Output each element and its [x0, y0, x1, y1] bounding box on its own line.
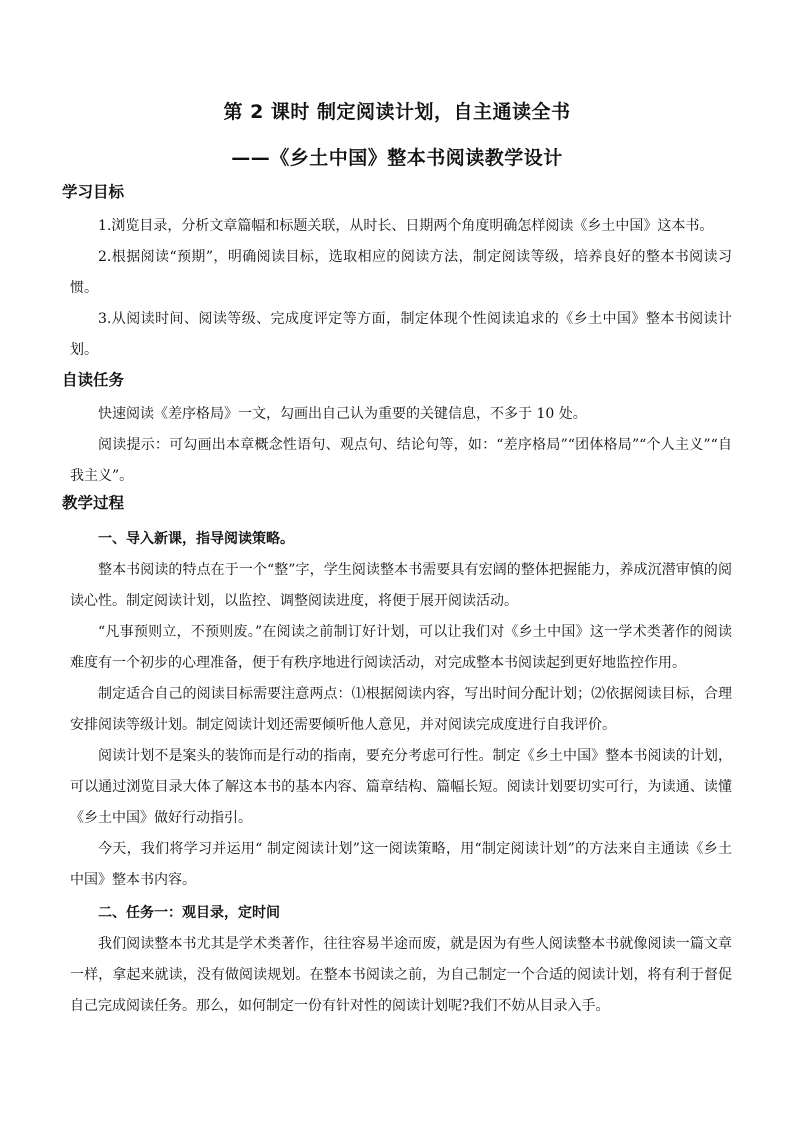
objective-item: 1.浏览目录，分析文章篇幅和标题关联，从时长、日期两个角度明确怎样阅读《乡土中国》这本书。	[98, 218, 714, 234]
objective-item: 2.根据阅读“预期”，明确阅读目标，选取相应的阅读方法，制定阅读等级，培养良好的整本书阅读习惯。	[70, 249, 732, 296]
body-paragraph: 阅读计划不是案头的装饰而是行动的指南，要充分考虑可行性。制定《乡土中国》整本书阅读的计划，可以通过浏览目录大体了解这本书的基本内容、篇章结构、篇幅长短。阅读计划要切实可行，为读通、读懂《乡土中国》做好行动指引。	[70, 748, 732, 826]
self-reading-task: 快速阅读《差序格局》一文，勾画出自己认为重要的关键信息，不多于 10 处。	[98, 406, 587, 422]
section-heading-self-reading: 自读任务	[62, 371, 125, 389]
subheading-part2: 二、任务一：观目录，定时间	[98, 905, 280, 921]
section-heading-process: 教学过程	[62, 494, 125, 512]
body-paragraph: “凡事预则立，不预则废。”在阅读之前制订好计划，可以让我们对《乡土中国》这一学术类著作的阅读难度有一个初步的心理准备，便于有秩序地进行阅读活动，对完成整本书阅读起到更好地监控作用。	[70, 624, 732, 671]
body-paragraph: 整本书阅读的特点在于一个“整”字，学生阅读整本书需要具有宏阔的整体把握能力，养成沉潜审慎的阅读心性。制定阅读计划，以监控、调整阅读进度，将便于展开阅读活动。	[70, 562, 732, 609]
section-heading-objectives: 学习目标	[62, 183, 125, 201]
objective-item: 3.从阅读时间、阅读等级、完成度评定等方面，制定体现个性阅读追求的《乡土中国》整本书阅读计划。	[70, 311, 732, 358]
body-paragraph: 我们阅读整本书尤其是学术类著作，往往容易半途而废，就是因为有些人阅读整本书就像阅读一篇文章一样，拿起来就读，没有做阅读规划。在整本书阅读之前，为自己制定一个合适的阅读计划，将有利于督促自己完成阅读任务。那么，如何制定一份有针对性的阅读计划呢?我们不妨从目录入手。	[70, 936, 732, 1014]
body-paragraph: 今天，我们将学习并运用“ 制定阅读计划”这一阅读策略，用“制定阅读计划”的方法来自主通读《乡土中国》整本书内容。	[70, 841, 732, 888]
body-paragraph: 制定适合自己的阅读目标需要注意两点：⑴根据阅读内容，写出时间分配计划；⑵依据阅读目标，合理安排阅读等级计划。制定阅读计划还需要倾听他人意见，并对阅读完成度进行自我评价。	[70, 686, 732, 733]
document-title: 第 2 课时 制定阅读计划，自主通读全书	[223, 101, 571, 123]
document-subtitle: ——《乡土中国》整本书阅读教学设计	[231, 147, 563, 169]
self-reading-hint: 阅读提示：可勾画出本章概念性语句、观点句、结论句等，如：“差序格局”“团体格局”“个人主义”“自我主义”。	[70, 437, 732, 484]
subheading-part1: 一、导入新课，指导阅读策略。	[98, 531, 294, 547]
